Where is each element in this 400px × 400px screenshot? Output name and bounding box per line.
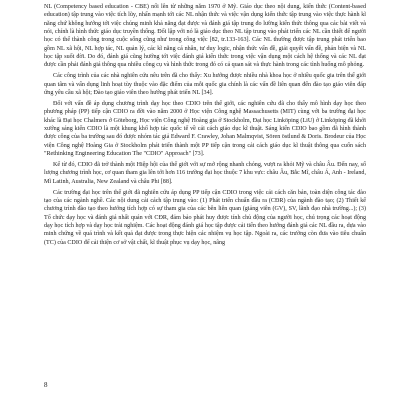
paragraph-competency-based-education: NL (Competency based education - CBE) nổi lên từ những năm 1970 ở Mỹ. Giáo dục theo nội dung, kiến thức (Content-based education) tập trung vào việc tích lũy, nhấn mạnh tới các NL nhận thức và việc vận dụng kiến thức tập trung vào việc thực hành kĩ năng chứ không hướng tới việc chúng minh khả năng đạt được và đánh giá tập trung đo lường kiến thức thông qua các bài viết và nói, chính là hình thức giáo dục truyền thống. Đối lập với nó là giáo dục theo NL tập trung vào phát triển các NL cần thiết để người học có thể thành công trong cuộc sống cũng như trong công việc [82, tr.133-163]. Các NL thường được tập trung phát triển bao gồm NL xã hội, NL hợp tác, NL quản lý, các kĩ năng cá nhân, tư duy logic, nhận thức vấn đề, giải quyết vấn đề, phản biện và NL học tập suốt đời. Do đó, đánh giá cũng hướng tới việc đánh giá kiến thức trong việc vận dụng một cách hệ thống và các NL đạt được cần phải đánh giá thông qua nhiều công cụ và hình thức trong đó có cả quan sát và thực hành trong các tình huống mô phỏng. — [44, 4, 366, 69]
paragraph-university-reforms: Các trường đại học trên thế giới đã nghiên cứu áp dụng PP tiếp cận CDIO trong việc cải cách căn bản, toàn diện công tác đào tạo của các ngành nghề. Các nội dung cải cách tập trung vào: (1) Phát triển chuẩn đầu ra (CĐR) của ngành đào tạo; (2) Thiết kế chương trình đào tạo theo hướng tích hợp có sự tham gia của các bên liên quan (giảng viên (GV), SV, lãnh đạo nhà trường...); (3) Tổ chức dạy học và đánh giá nhất quán với CĐR, đảm bảo phát huy được tính chủ động của người học, chú trọng các hoạt động dạy học tích hợp và dạy học trải nghiệm. Các hoạt động đánh giá học tập được cải tiến theo hướng đánh giá các NL đầu ra, dựa vào minh chứng về quá trình và kết quả đạt được trong thực hiện các nhiệm vụ học tập. Ngoài ra, các trường còn đưa vào tiêu chuẩn (TC) của CDIO để cải thiện cơ sở vật chất, kĩ thuật phục vụ dạy học, nâng — [44, 189, 366, 246]
paragraph-cdio-origins: Đối với vấn đề áp dụng chương trình dạy học theo CDIO trên thế giới, các nghiên cứu đã cho thấy mô hình dạy học theo phương pháp (PP) tiếp cận CDIO ra đời vào năm 2000 ở Học viện Công nghệ Massachusetts (MIT) cùng với ba trường đại học khác là Đại học Chalmers ở Göteborg, Học viện Công nghệ Hoàng gia ở Stockholm, Đại học Linköping (LiU) ở Linköping đã khởi xướng sáng kiến CDIO là một khung khổ hợp tác quốc tế về cải cách giáo dục kĩ thuật. Sáng kiến CDIO bao gồm đã hình thành được công của ba trường sau đó được nhóm tác giả Edward F. Crawley, Johan Malmqvist, Sören östlund & Doris. Brodeur của Học viện Công nghệ Hoàng Gia ở Stockholm phát triển thành một PP tiếp cận trong cải cách giáo dục kĩ thuật thông qua cuốn sách "Rethinking Engineering Education The "CDIO" Approach" [73]. — [44, 100, 366, 158]
paragraph-cdio-association: Kể từ đó, CDIO đã trở thành một Hiệp hội của thế giới với sự mở rộng nhanh chóng, vượt ra khỏi Mỹ và châu Âu. Đến nay, số lượng chương trình học, cơ quan tham gia lên tới hơn 116 trường đại học thuộc 7 khu vực: châu Âu, Bắc Mĩ, châu Á, Anh - Ireland, Mĩ Latinh, Australia, New Zealand và châu Phi [88]. — [44, 161, 366, 185]
page-number: 8 — [44, 381, 48, 389]
paragraph-research-trends: Các công trình của các nhà nghiên cứu nêu trên đã cho thấy: Xu hướng được nhiều nhà khoa học ở nhiều quốc gia trên thế giới quan tâm và vấn dụng linh hoạt tùy thuộc vào đặc điểm của mỗi quốc gia chính là các vấn đề liên quan đến đào tạo giáo viên đáp ứng yêu cầu xã hội; Đào tạo giáo viên theo hướng phát triển NL [34]. — [44, 73, 366, 97]
